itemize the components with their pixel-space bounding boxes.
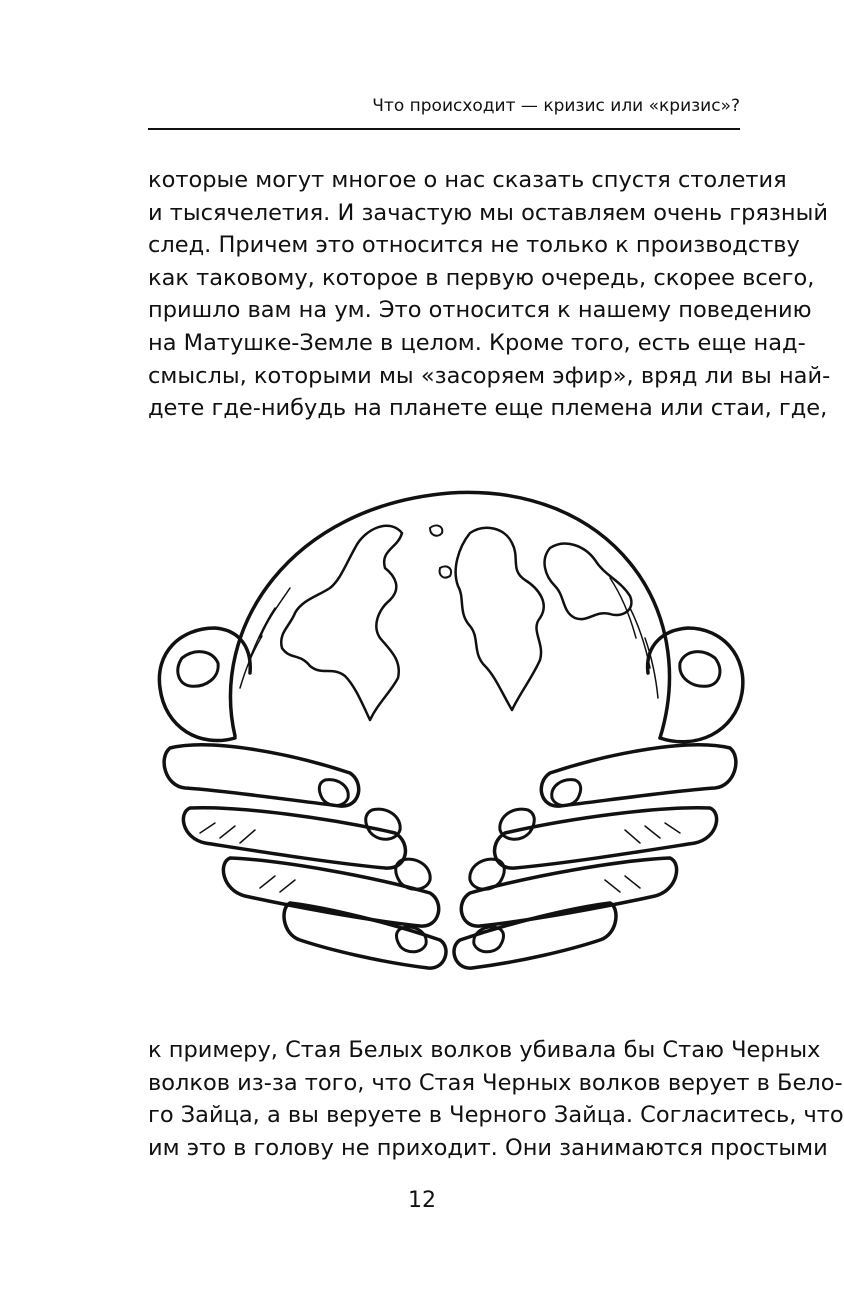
page-number: 12 [408, 1188, 436, 1213]
body-paragraph-bottom [148, 1034, 844, 1164]
header-rule [148, 128, 740, 130]
text-line: им это в голову не приходит. Они занимаются простыми [148, 1134, 828, 1161]
text-line: которые могут многое о нас сказать спустя столетия [148, 167, 787, 193]
text-line: дете где-нибудь на планете еще племена или стаи, где, [148, 395, 828, 422]
text-line: на Матушке-Земле в целом. Кроме того, есть еще над- [148, 329, 806, 356]
body-paragraph-top [148, 164, 831, 425]
text-line: волков из-за того, что Стая Черных волков верует в Бело- [148, 1069, 843, 1096]
text-line: смыслы, которыми мы «засоряем эфир», вряд ли вы най- [148, 362, 831, 389]
text-line: к примеру, Стая Белых волков убивала бы Стаю Черных [148, 1037, 821, 1063]
text-line: как таковому, которое в первую очередь, скорее всего, [148, 264, 815, 291]
running-header: Что происходит — кризис или «кризис»? [372, 96, 740, 116]
illustration [140, 488, 760, 976]
text-line: го Зайца, а вы веруете в Черного Зайца. Согласитесь, что [148, 1102, 844, 1129]
text-line: и тысячелетия. И зачастую мы оставляем очень грязный [148, 199, 828, 226]
text-line: пришло вам на ум. Это относится к нашему поведению [148, 297, 812, 324]
text-line: след. Причем это относится не только к производству [148, 232, 800, 259]
hands-holding-globe-icon [140, 488, 760, 976]
